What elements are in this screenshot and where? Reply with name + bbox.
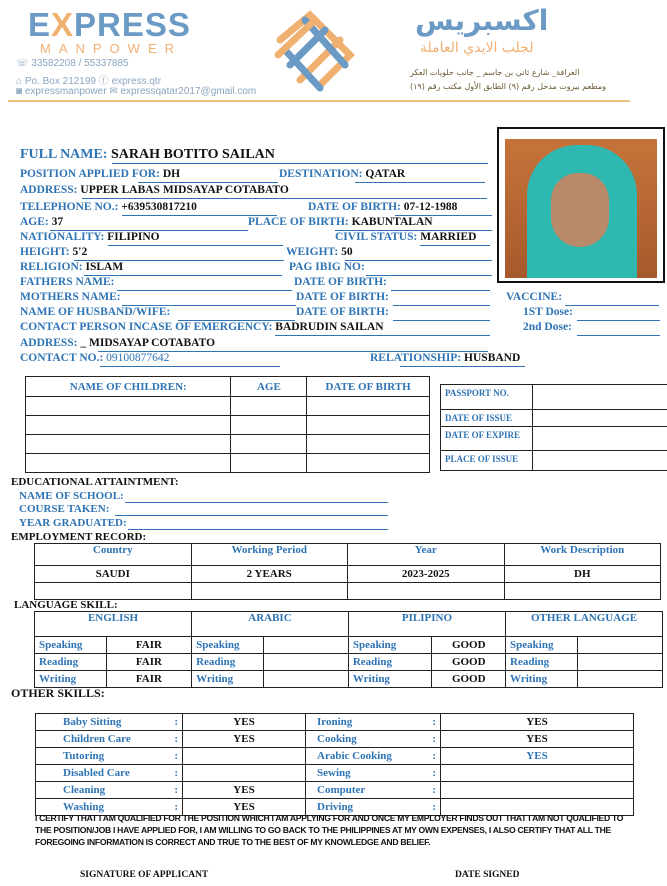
position-label: POSITION APPLIED FOR: (20, 168, 160, 180)
destination-label: DESTINATION: (279, 168, 363, 180)
logo-manpower: MANPOWER (40, 41, 182, 56)
passport-table (440, 384, 667, 471)
employment-cell: 2023-2025 (348, 566, 505, 583)
address-value: UPPER LABAS MIDSAYAP COTABATO (80, 184, 289, 196)
nationality-field[interactable] (108, 245, 283, 246)
skill-value: YES (183, 714, 306, 731)
skill-label: Reading (348, 654, 432, 671)
passport-label: PASSPORT NO. (441, 385, 533, 410)
employment-cell (35, 583, 192, 600)
skill-name: Tutoring : (36, 748, 183, 765)
table-row (35, 671, 663, 688)
spouse-dob-field[interactable] (393, 320, 490, 321)
employment-cell: 2 YEARS (191, 566, 348, 583)
age-value: 37 (51, 216, 64, 228)
arabic-brand: اكسبريس (415, 4, 549, 37)
skill-value: YES (183, 799, 306, 816)
nationality-label: NATIONALITY: (20, 231, 105, 243)
header-divider (8, 100, 630, 102)
arabic-address-2: ومطعم بيروت مدخل رقم (٩) الطابق الأول مكتب رقم (١٩) (410, 82, 607, 91)
mother-dob-label: DATE OF BIRTH: (296, 291, 389, 303)
destination-value: QATAR (365, 168, 406, 180)
date-signed-label: DATE SIGNED (455, 870, 520, 880)
table-row (36, 714, 634, 731)
civil-status-label: CIVIL STATUS: (335, 231, 418, 243)
skill-level: GOOD (432, 654, 506, 671)
skill-name: Children Care : (36, 731, 183, 748)
skill-value (183, 748, 306, 765)
skill-name: Washing : (36, 799, 183, 816)
course-field[interactable] (115, 515, 388, 516)
emergency-contact-row (20, 321, 384, 333)
skill-label: Reading (192, 654, 264, 671)
skill-value: YES (441, 731, 634, 748)
table-row (35, 654, 663, 671)
full-name-row: FULL NAME: SARAH BOTITO SAILAN (20, 147, 275, 162)
second-dose-label: 2nd Dose: (523, 321, 572, 333)
height-label: HEIGHT: (20, 246, 70, 258)
child-age-cell[interactable] (231, 416, 307, 435)
employment-header: Working Period (191, 544, 348, 566)
destination-field[interactable] (355, 182, 485, 183)
employment-cell: DH (504, 566, 661, 583)
employment-cell: SAUDI (35, 566, 192, 583)
skill-name: Baby Sitting : (36, 714, 183, 731)
first-dose-label: 1ST Dose: (523, 306, 573, 318)
passport-label: DATE OF EXPIRE (441, 427, 533, 451)
fathers-name-row (20, 276, 114, 288)
skill-label: Writing (506, 671, 578, 688)
skill-name: Arabic Cooking : (306, 748, 441, 765)
employment-cell (348, 583, 505, 600)
school-label: NAME OF SCHOOL: (19, 490, 124, 502)
letterhead (0, 0, 667, 106)
children-header: AGE (231, 377, 307, 397)
fathers-name-label: FATHERS NAME: (20, 276, 115, 288)
social-text: ◙ expressmanpower ✉ expressqatar2017@gmail.com (16, 86, 257, 97)
skill-name: Cooking : (306, 731, 441, 748)
emergency-address-label: ADDRESS: (20, 337, 78, 349)
weight-value: 50 (341, 246, 353, 258)
language-header: ARABIC (192, 612, 349, 637)
arabic-address-1: الغرافة_ شارع ثاني بن جاسم _ جانب حلويات العكر (410, 68, 580, 77)
pobox-text: ⌂ Po. Box 212199 ⓕ express.qtr (16, 76, 162, 87)
course-label: COURSE TAKEN: (19, 503, 110, 515)
spouse-dob-row (296, 306, 389, 318)
mother-dob-field[interactable] (393, 305, 490, 306)
year-graduated-label: YEAR GRADUATED: (19, 517, 127, 529)
table-row (35, 566, 661, 583)
employment-table (34, 543, 661, 600)
table-row (36, 731, 634, 748)
skill-label: Speaking (348, 637, 432, 654)
language-header: OTHER LANGUAGE (506, 612, 663, 637)
relationship-field[interactable] (400, 366, 525, 367)
vaccine-field[interactable] (565, 305, 659, 306)
skill-level: FAIR (106, 654, 191, 671)
weight-field[interactable] (345, 260, 492, 261)
child-dob-cell[interactable] (307, 435, 430, 454)
arabic-subtitle: لجلب الايدي العاملة (420, 40, 534, 56)
passport-value-cell[interactable] (533, 427, 667, 451)
vaccine-row (506, 291, 562, 303)
skill-name: Sewing : (306, 765, 441, 782)
table-row (36, 748, 634, 765)
passport-value-cell[interactable] (533, 385, 667, 410)
civil-status-field[interactable] (420, 245, 490, 246)
place-of-birth-row (248, 216, 433, 228)
child-age-cell[interactable] (231, 435, 307, 454)
spouse-name-label: NAME OF HUSBAND/WIFE: (20, 306, 171, 318)
mothers-name-row (20, 291, 121, 303)
religion-row (20, 261, 123, 273)
position-value: DH (162, 168, 181, 180)
employment-header: Work Description (504, 544, 661, 566)
skill-value: YES (183, 782, 306, 799)
address-field[interactable] (82, 198, 487, 199)
spouse-name-row (20, 306, 170, 318)
telephone-label: TELEPHONE NO.: (20, 201, 119, 213)
mother-dob-row (296, 291, 389, 303)
child-dob-cell[interactable] (307, 416, 430, 435)
telephone-row (20, 201, 197, 213)
skill-level: GOOD (432, 671, 506, 688)
emergency-contact-value: BADRUDIN SAILAN (275, 321, 384, 333)
skill-label: Writing (192, 671, 264, 688)
position-row (20, 168, 180, 180)
skill-label: Writing (35, 671, 107, 688)
skill-name: Ironing : (306, 714, 441, 731)
age-label: AGE: (20, 216, 49, 228)
other-skills-title: OTHER SKILLS: (11, 686, 105, 700)
telephone-value: +639530817210 (121, 201, 197, 213)
second-dose-field[interactable] (577, 335, 660, 336)
religion-label: RELIGION: (20, 261, 83, 273)
table-row (26, 416, 430, 435)
table-row (26, 397, 430, 416)
pag-ibig-label: PAG IBIG NO: (289, 261, 365, 273)
child-dob-cell[interactable] (307, 397, 430, 416)
table-row (26, 435, 430, 454)
date-of-birth-label: DATE OF BIRTH: (308, 201, 401, 213)
employment-header: Year (348, 544, 505, 566)
second-dose-row (523, 321, 572, 333)
education-title: EDUCATIONAL ATTAINTMENT: (11, 476, 179, 488)
child-dob-cell[interactable] (307, 454, 430, 473)
passport-label: DATE OF ISSUE (441, 410, 533, 427)
place-of-birth-label: PLACE OF BIRTH: (248, 216, 349, 228)
father-dob-label: DATE OF BIRTH: (294, 276, 387, 288)
skill-level (263, 637, 348, 654)
other-skills-table (35, 713, 634, 816)
skill-level (263, 654, 348, 671)
table-row (36, 782, 634, 799)
skill-level: GOOD (432, 637, 506, 654)
child-name-cell[interactable] (26, 397, 231, 416)
civil-status-row (335, 231, 476, 243)
emergency-address-row (20, 337, 215, 349)
relationship-value: HUSBAND (464, 352, 521, 364)
father-dob-field[interactable] (391, 290, 490, 291)
destination-row (279, 168, 405, 180)
skill-name: Cleaning : (36, 782, 183, 799)
employment-cell (191, 583, 348, 600)
child-name-cell[interactable] (26, 416, 231, 435)
skill-label: Speaking (506, 637, 578, 654)
applicant-photo (497, 127, 665, 283)
first-dose-row (523, 306, 573, 318)
skill-value (183, 765, 306, 782)
nationality-value: FILIPINO (107, 231, 160, 243)
date-of-birth-value: 07-12-1988 (403, 201, 458, 213)
fathers-name-field[interactable] (117, 290, 292, 291)
civil-status-value: MARRIED (420, 231, 477, 243)
relationship-row (370, 352, 520, 364)
relationship-label: RELATIONSHIP: (370, 352, 462, 364)
contact-no-field[interactable] (100, 366, 280, 367)
religion-value: ISLAM (85, 261, 124, 273)
child-age-cell[interactable] (231, 397, 307, 416)
table-row (35, 583, 661, 600)
signature-label: SIGNATURE OF APPLICANT (80, 870, 209, 880)
skill-value (441, 782, 634, 799)
child-name-cell[interactable] (26, 454, 231, 473)
emergency-address-value: _ MIDSAYAP COTABATO (80, 337, 216, 349)
skill-level: FAIR (106, 637, 191, 654)
skill-label: Speaking (192, 637, 264, 654)
address-label: ADDRESS: (20, 184, 78, 196)
spouse-dob-label: DATE OF BIRTH: (296, 306, 389, 318)
position-field[interactable] (138, 182, 278, 183)
skill-level (577, 654, 662, 671)
contact-no-value: 09100877642 (106, 352, 170, 364)
height-row (20, 246, 87, 258)
skill-level: FAIR (106, 671, 191, 688)
skill-level (577, 637, 662, 654)
children-header: DATE OF BIRTH (307, 377, 430, 397)
skill-label: Reading (506, 654, 578, 671)
year-graduated-field[interactable] (128, 529, 388, 530)
nationality-row (20, 231, 160, 243)
knot-logo-icon (270, 10, 356, 94)
passport-label: PLACE OF ISSUE (441, 451, 533, 471)
skill-name: Disabled Care : (36, 765, 183, 782)
skill-name: Driving : (306, 799, 441, 816)
logo-express: EXPRESS (28, 6, 191, 43)
skill-label: Speaking (35, 637, 107, 654)
phone-text: ☏ 33582208 / 55337885 (16, 58, 129, 69)
employment-title: EMPLOYMENT RECORD: (11, 531, 147, 543)
employment-cell (504, 583, 661, 600)
emergency-contact-field[interactable] (275, 335, 490, 336)
skill-level (263, 671, 348, 688)
weight-label: WEIGHT: (286, 246, 339, 258)
language-title: LANGUAGE SKILL: (14, 599, 118, 611)
date-of-birth-row (308, 201, 457, 213)
contact-no-label: CONTACT NO.: (20, 352, 104, 364)
skill-value (441, 765, 634, 782)
table-row (35, 637, 663, 654)
weight-row (286, 246, 353, 258)
skill-level (577, 671, 662, 688)
language-header: PILIPINO (348, 612, 505, 637)
address-row (20, 184, 289, 196)
emergency-contact-label: CONTACT PERSON INCASE OF EMERGENCY: (20, 321, 273, 333)
mothers-name-label: MOTHERS NAME: (20, 291, 121, 303)
school-field[interactable] (125, 502, 388, 503)
skill-value: YES (183, 731, 306, 748)
first-dose-field[interactable] (577, 320, 660, 321)
employment-header: Country (35, 544, 192, 566)
skill-name: Computer : (306, 782, 441, 799)
child-name-cell[interactable] (26, 435, 231, 454)
father-dob-row (294, 276, 387, 288)
passport-value-cell[interactable] (533, 410, 667, 427)
height-value: 5'2 (72, 246, 88, 258)
contact-no-row (20, 352, 169, 364)
place-of-birth-value: KABUNTALAN (351, 216, 433, 228)
skill-value: YES (441, 748, 634, 765)
skill-label: Reading (35, 654, 107, 671)
skill-value: YES (441, 714, 634, 731)
vaccine-label: VACCINE: (506, 291, 563, 303)
child-age-cell[interactable] (231, 454, 307, 473)
table-row (36, 765, 634, 782)
language-table (34, 611, 663, 688)
age-row (20, 216, 63, 228)
children-header: NAME OF CHILDREN: (26, 377, 231, 397)
certification-text: I CERTIFY THAT I AM QUALIFIED FOR THE POSITION WHICH I AM APPLYING FOR AND ONCE MY EMPLOYER FINDS OUT THAT I AM NOT QUALIFIED TO THE POSITION/JOB I HAVE APPLIED FOR, I AM WILLING TO GO BACK TO THE PHILIPPINES AT MY OWN EXPENSES, I ALSO CERTIFY THAT ALL THE FOREGOING INFORMATION IS CORRECT AND TRUE TO THE BEST OF MY KNOWLEDGE AND BELIEF. (35, 813, 624, 847)
pag-ibig-row (289, 261, 365, 273)
children-table (25, 376, 430, 473)
skill-label: Writing (348, 671, 432, 688)
language-header: ENGLISH (35, 612, 192, 637)
passport-value-cell[interactable] (533, 451, 667, 471)
table-row (26, 454, 430, 473)
